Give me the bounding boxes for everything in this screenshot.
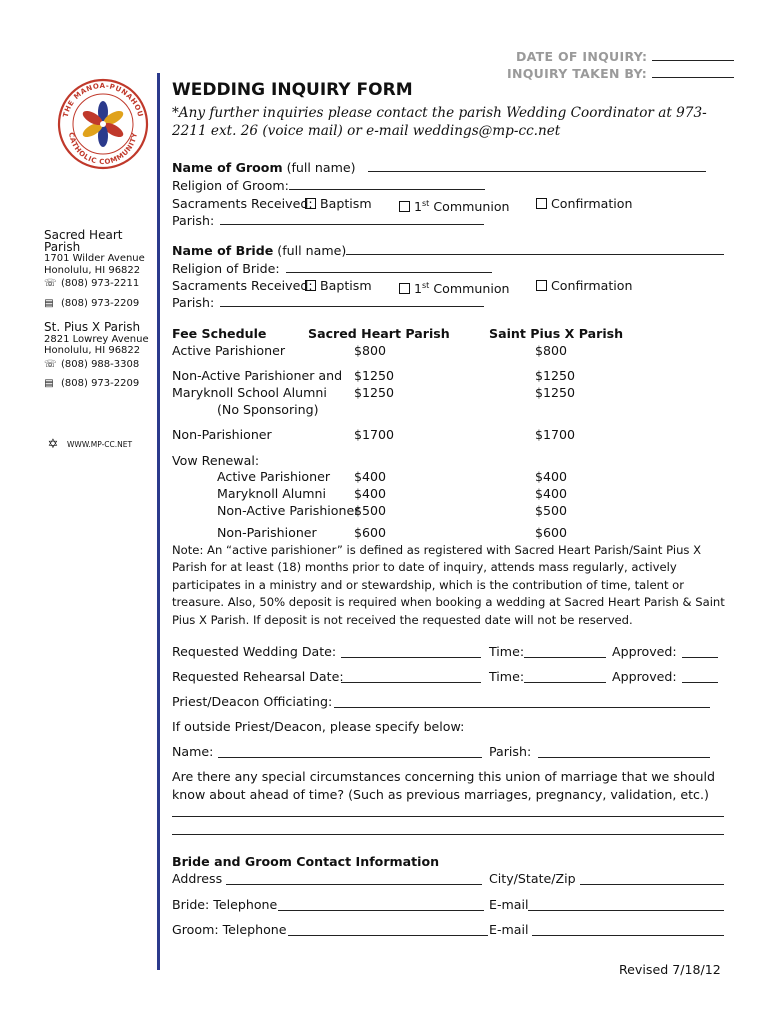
fee-pius: $600 (535, 525, 568, 540)
special-circumstances-question: Are there any special circumstances concerning this union of marriage that we should know about ahead of time? (Such as previous marriages, pregnancy, validation, etc.) (172, 769, 716, 802)
sidebar-parish-sacred-heart (44, 230, 154, 309)
wedding-date-label: Requested Wedding Date: (172, 644, 337, 659)
bride-email-label: E-mail (489, 897, 529, 912)
web-icon: ✡ (47, 437, 59, 452)
fee-sacred-heart: $400 (354, 469, 387, 484)
bride-name-hint: (full name) (273, 243, 347, 258)
inquiry-taken-by-label: INQUIRY TAKEN BY: (507, 66, 648, 81)
fee-sacred-heart: $800 (354, 343, 387, 358)
inquiry-taken-by-field[interactable] (652, 65, 734, 78)
bride-parish-label: Parish: (172, 295, 215, 310)
bride-sacraments-row (172, 277, 732, 297)
parish-address-line1: 1701 Wilder Avenue (44, 253, 145, 264)
option-label-sup: st (422, 199, 430, 208)
revision-date: Revised 7/18/12 (619, 962, 721, 977)
fee-pius: $800 (535, 343, 568, 358)
fee-label: Maryknoll School Alumni (172, 385, 327, 400)
option-label: Communion (429, 199, 510, 215)
parish-phone: (808) 988-3308 (61, 358, 140, 370)
parish-address-line1: 2821 Lowrey Avenue (44, 333, 149, 345)
wedding-time-field[interactable] (524, 645, 606, 658)
website-url: WWW.MP-CC.NET (67, 440, 133, 450)
sidebar-parish-st-pius (44, 322, 154, 390)
address-row (172, 870, 732, 887)
option-label: Confirmation (551, 196, 633, 211)
vow-renewal-label: Vow Renewal: (172, 453, 260, 468)
outside-parish-field[interactable] (538, 745, 710, 758)
fee-label: Active Parishioner (172, 343, 286, 358)
address-label: Address (172, 871, 223, 886)
groom-name-field[interactable] (368, 159, 706, 172)
rehearsal-time-label: Time: (489, 669, 525, 684)
groom-parish-field[interactable] (220, 212, 484, 225)
policy-note: Note: An “active parishioner” is defined as registered with Sacred Heart Parish/Saint Pius X Parish for at least (18) months prior to date of inquiry, attends mass regularly, actively participates in a ministry and or stewardship, which is the contribution of time, talent or treasure. Also, 50% deposit is required when booking a wedding at Sacred Heart Parish & Saint Pius X Parish. If deposit is not received the requested date will not be reserved. (172, 543, 725, 627)
rehearsal-date-label: Requested Rehearsal Date: (172, 669, 344, 684)
option-label: 1 (414, 281, 423, 297)
outside-parish-label: Parish: (489, 744, 532, 759)
fee-sacred-heart: $500 (354, 503, 387, 518)
svg-text:THE MANOA-PUNAHOU: THE MANOA-PUNAHOU (61, 81, 145, 119)
parish-phone: (808) 973-2211 (61, 278, 140, 289)
bride-name-row (172, 242, 724, 259)
wedding-approved-field[interactable] (682, 645, 718, 658)
bride-name-field[interactable] (346, 242, 724, 255)
rehearsal-approved-field[interactable] (682, 670, 718, 683)
bride-contact-row (172, 896, 732, 913)
groom-email-field[interactable] (532, 923, 724, 936)
groom-religion-field[interactable] (289, 177, 485, 190)
bride-confirmation-option[interactable] (536, 277, 632, 294)
groom-sacraments-row (172, 195, 732, 215)
bride-parish-row (172, 294, 484, 311)
groom-email-label: E-mail (489, 922, 529, 937)
fee-sacred-heart: $1700 (354, 427, 395, 442)
fee-header-pius: Saint Pius X Parish (489, 326, 624, 341)
fee-label: Non-Active Parishioner and (172, 368, 343, 383)
option-label: Confirmation (551, 278, 633, 293)
form-title: WEDDING INQUIRY FORM (172, 80, 413, 100)
fee-pius: $1250 (535, 385, 576, 400)
fee-pius: $400 (535, 486, 568, 501)
groom-parish-row (172, 212, 484, 229)
groom-religion-row (172, 177, 485, 194)
parish-name: St. Pius X Parish (44, 320, 141, 334)
date-of-inquiry-label: DATE OF INQUIRY: (516, 49, 648, 64)
outside-priest-row (172, 743, 732, 760)
groom-telephone-label: Groom: Telephone (172, 922, 287, 937)
groom-telephone-field[interactable] (288, 923, 488, 936)
bride-religion-label: Religion of Bride: (172, 261, 280, 276)
checkbox[interactable] (399, 201, 410, 212)
rehearsal-date-field[interactable] (341, 670, 481, 683)
bride-email-field[interactable] (528, 898, 724, 911)
outside-priest-instruction: If outside Priest/Deacon, please specify below: (172, 719, 465, 734)
address-field[interactable] (226, 872, 482, 885)
answer-line[interactable] (172, 816, 724, 817)
groom-name-row (172, 159, 706, 176)
fee-sacred-heart: $1250 (354, 368, 395, 383)
fee-label: Active Parishioner (217, 469, 331, 484)
option-label: Communion (429, 281, 510, 297)
parish-address-line2: Honolulu, HI 96822 (44, 264, 141, 276)
bride-name-label: Name of Bride (172, 243, 274, 258)
answer-line[interactable] (172, 834, 724, 835)
fee-pius: $400 (535, 469, 568, 484)
fee-sacred-heart: $1250 (354, 385, 395, 400)
parish-name: Sacred Heart Parish (44, 228, 123, 254)
parish-address-line2: Honolulu, HI 96822 (44, 345, 141, 356)
checkbox[interactable] (536, 280, 547, 291)
fee-sacred-heart: $400 (354, 486, 387, 501)
fax-icon: ▤ (44, 378, 54, 390)
fee-header-sacred-heart: Sacred Heart Parish (308, 326, 450, 341)
fee-pius: $500 (535, 503, 568, 518)
svg-text:CATHOLIC COMMUNITY: CATHOLIC COMMUNITY (67, 131, 139, 167)
priest-field[interactable] (334, 695, 710, 708)
fee-pius: $1250 (535, 368, 576, 383)
checkbox[interactable] (536, 198, 547, 209)
city-label: City/State/Zip (489, 871, 576, 886)
groom-confirmation-option[interactable] (536, 195, 632, 212)
bride-parish-field[interactable] (220, 294, 484, 307)
outside-name-field[interactable] (218, 745, 482, 758)
fee-label: Non-Active Parishioner (217, 503, 360, 518)
wedding-approved-label: Approved: (612, 644, 677, 659)
wedding-date-row (172, 643, 732, 660)
fee-header-label: Fee Schedule (172, 326, 267, 341)
bride-religion-row (172, 260, 492, 277)
bride-religion-field[interactable] (286, 260, 492, 273)
groom-religion-label: Religion of Groom: (172, 178, 289, 193)
coordinator-note: *Any further inquiries please contact the parish Wedding Coordinator at 973-2211 ext. 26 (voice mail) or e-mail weddings@mp-cc.net (172, 105, 707, 139)
bride-sacraments-label: Sacraments Received: (172, 278, 313, 293)
groom-contact-row (172, 921, 732, 938)
bride-telephone-label: Bride: Telephone (172, 897, 278, 912)
groom-parish-label: Parish: (172, 213, 215, 228)
fee-note: (No Sponsoring) (217, 402, 319, 417)
vertical-divider (157, 73, 160, 970)
rehearsal-approved-label: Approved: (612, 669, 677, 684)
parish-logo (53, 72, 153, 172)
groom-sacraments-label: Sacraments Received: (172, 196, 313, 211)
outside-name-label: Name: (172, 744, 214, 759)
fee-sacred-heart: $600 (354, 525, 387, 540)
date-of-inquiry-field[interactable] (652, 48, 734, 61)
priest-label: Priest/Deacon Officiating: (172, 694, 333, 709)
fax-icon: ▤ (44, 297, 54, 309)
wedding-time-label: Time: (489, 644, 525, 659)
rehearsal-date-row (172, 668, 732, 685)
city-field[interactable] (580, 872, 724, 885)
fee-label: Non-Parishioner (217, 525, 317, 540)
groom-baptism-option[interactable] (305, 195, 372, 212)
phone-icon: ☏ (44, 278, 57, 290)
rehearsal-time-field[interactable] (524, 670, 606, 683)
parish-fax: (808) 973-2209 (61, 378, 140, 389)
groom-name-label: Name of Groom (172, 160, 283, 175)
option-label: 1 (414, 199, 423, 215)
checkbox[interactable] (399, 283, 410, 294)
date-of-inquiry (516, 48, 734, 64)
fee-label: Maryknoll Alumni (217, 486, 327, 501)
contact-heading: Bride and Groom Contact Information (172, 854, 440, 869)
website[interactable] (46, 438, 156, 452)
phone-icon: ☏ (44, 358, 57, 370)
inquiry-taken-by (507, 65, 734, 81)
checkbox[interactable] (305, 198, 316, 209)
priest-row (172, 693, 732, 710)
wedding-date-field[interactable] (341, 645, 481, 658)
option-label-sup: st (422, 281, 430, 290)
parish-fax: (808) 973-2209 (61, 297, 140, 309)
fee-label: Non-Parishioner (172, 427, 272, 442)
fee-pius: $1700 (535, 427, 576, 442)
bride-telephone-field[interactable] (278, 898, 484, 911)
checkbox[interactable] (305, 280, 316, 291)
groom-name-hint: (full name) (282, 160, 356, 175)
option-label: Baptism (320, 278, 372, 293)
option-label: Baptism (320, 196, 372, 211)
bride-baptism-option[interactable] (305, 277, 372, 294)
